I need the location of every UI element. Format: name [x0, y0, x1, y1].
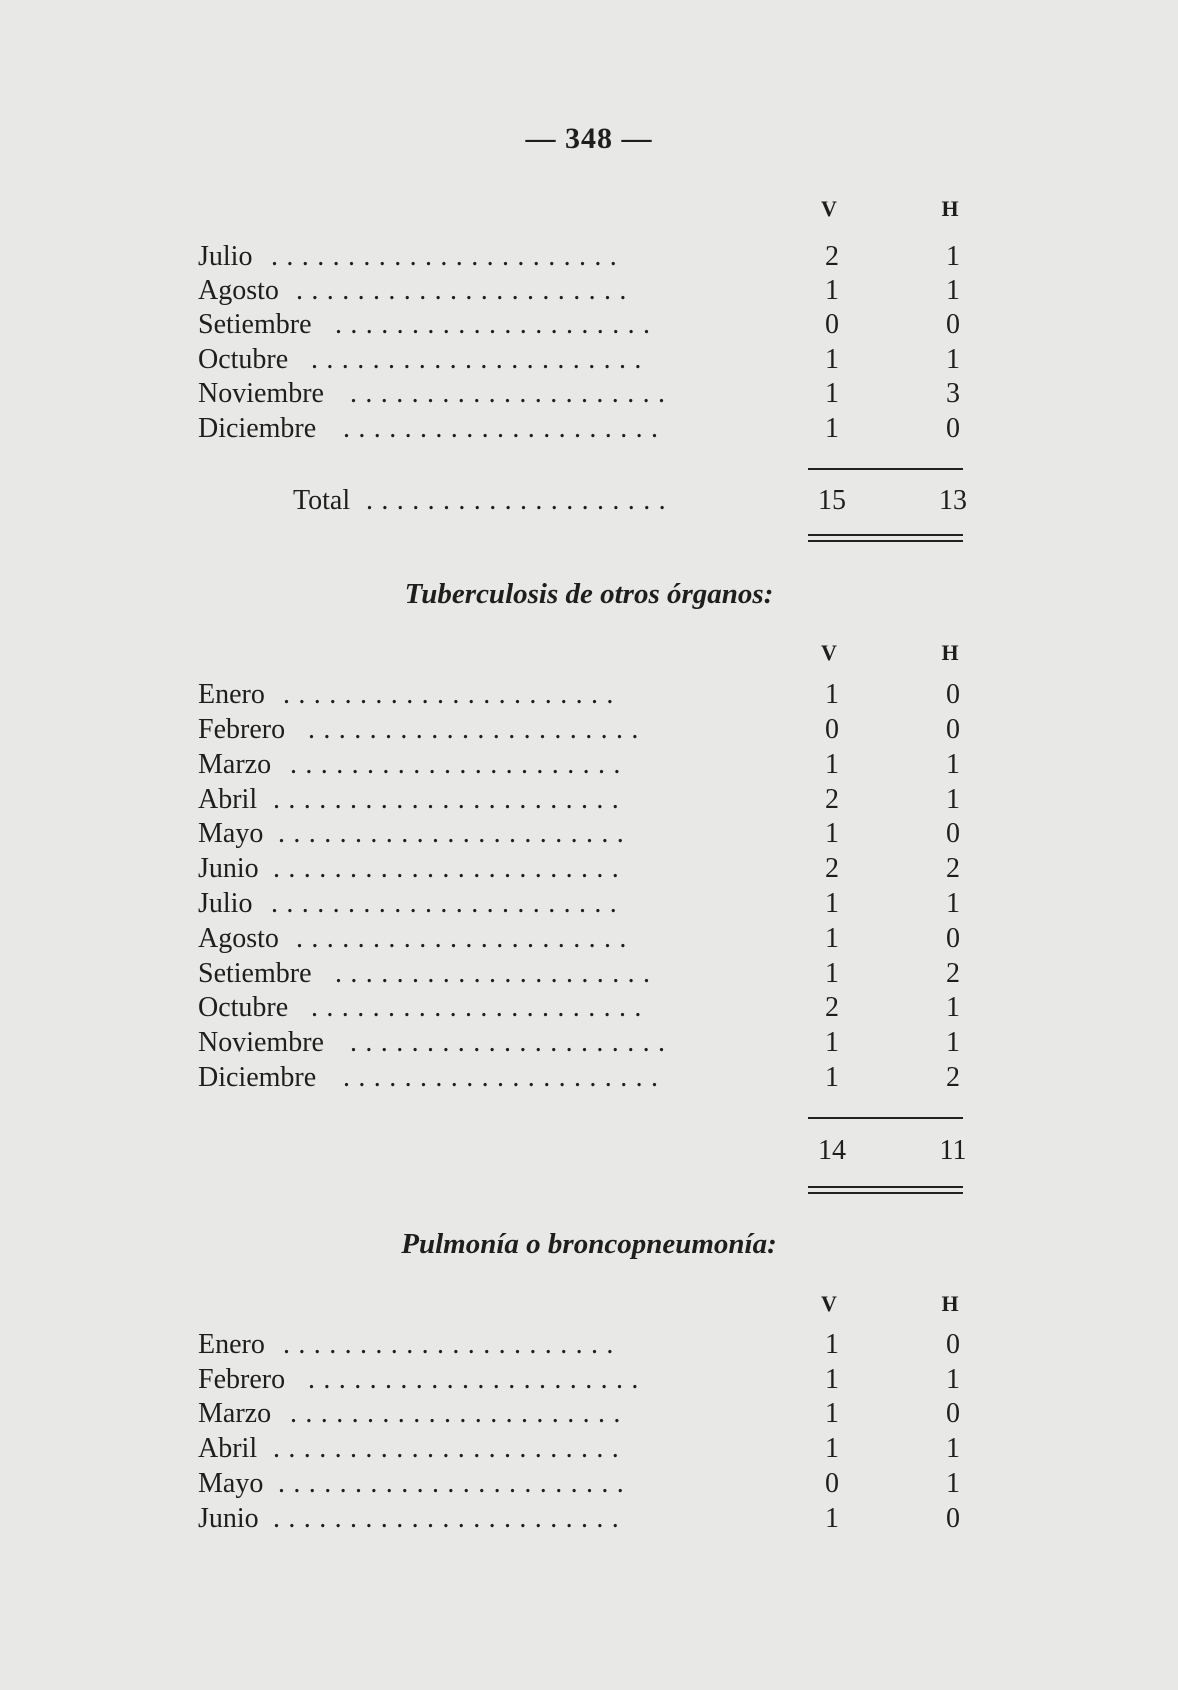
- leader-dots: .......................: [271, 241, 626, 272]
- row-label: Enero: [198, 1329, 265, 1360]
- table-row: [198, 1432, 968, 1466]
- column-header-v: V: [821, 196, 837, 221]
- table-row: [198, 887, 968, 921]
- leader-dots: .....................: [335, 309, 659, 340]
- leader-dots: ......................: [283, 679, 622, 710]
- leader-dots: ......................: [283, 1329, 622, 1360]
- row-label: Diciembre: [198, 413, 317, 444]
- row-value-v: 0: [825, 1468, 839, 1499]
- row-value-h: 1: [946, 784, 960, 815]
- row-value-h: 1: [946, 1433, 960, 1464]
- table-row: [198, 991, 968, 1025]
- row-value-h: 0: [946, 413, 960, 444]
- leader-dots: .......................: [278, 818, 633, 849]
- row-value-h: 2: [946, 1062, 960, 1093]
- row-label: Agosto: [198, 275, 279, 306]
- column-header-v: V: [821, 1291, 837, 1316]
- table-row: [198, 957, 968, 991]
- row-value-h: 2: [946, 853, 960, 884]
- table-row: [198, 308, 968, 342]
- row-value-h: 0: [946, 1329, 960, 1360]
- leader-dots: .....................: [350, 1027, 674, 1058]
- leader-dots: ....................: [366, 485, 674, 516]
- table-row: [198, 1328, 968, 1362]
- row-value-v: 2: [825, 853, 839, 884]
- row-value-v: 1: [825, 413, 839, 444]
- table-row: [198, 1397, 968, 1431]
- row-value-v: 1: [825, 818, 839, 849]
- table-row: [198, 852, 968, 886]
- row-value-h: 0: [946, 679, 960, 710]
- page-number: — 348 —: [525, 122, 653, 155]
- row-value-v: 1: [825, 888, 839, 919]
- total-value-v: 14: [818, 1135, 846, 1166]
- row-label: Junio: [198, 853, 259, 884]
- row-value-v: 1: [825, 1062, 839, 1093]
- leader-dots: ......................: [290, 749, 629, 780]
- row-value-h: 0: [946, 923, 960, 954]
- column-header-h: H: [941, 1291, 959, 1316]
- leader-dots: .....................: [343, 413, 667, 444]
- leader-dots: ......................: [296, 923, 635, 954]
- column-header-row: [195, 1291, 965, 1321]
- table-row: [198, 1467, 968, 1501]
- table-row: [198, 783, 968, 817]
- row-value-v: 1: [825, 1364, 839, 1395]
- table-row: [198, 1061, 968, 1095]
- row-value-v: 1: [825, 1398, 839, 1429]
- leader-dots: .....................: [350, 378, 674, 409]
- row-value-v: 2: [825, 992, 839, 1023]
- row-value-v: 2: [825, 241, 839, 272]
- row-label: Setiembre: [198, 958, 312, 989]
- row-value-h: 1: [946, 1027, 960, 1058]
- row-value-v: 1: [825, 1433, 839, 1464]
- row-label: Abril: [198, 1433, 258, 1464]
- column-header-h: H: [941, 640, 959, 665]
- row-label: Octubre: [198, 344, 289, 375]
- leader-dots: ......................: [311, 992, 650, 1023]
- leader-dots: ......................: [290, 1398, 629, 1429]
- row-value-h: 0: [946, 309, 960, 340]
- row-value-v: 1: [825, 1503, 839, 1534]
- row-value-h: 3: [946, 378, 960, 409]
- row-label: Julio: [198, 241, 253, 272]
- row-value-h: 1: [946, 1364, 960, 1395]
- leader-dots: ......................: [311, 344, 650, 375]
- column-header-row: [195, 196, 965, 226]
- section-title: Tuberculosis de otros órganos:: [404, 578, 774, 610]
- row-value-v: 0: [825, 309, 839, 340]
- leader-dots: ......................: [308, 1364, 647, 1395]
- row-label: Diciembre: [198, 1062, 317, 1093]
- total-row: [198, 484, 968, 518]
- row-value-h: 1: [946, 241, 960, 272]
- row-value-v: 1: [825, 958, 839, 989]
- total-double-rule: [808, 534, 963, 542]
- table-row: [198, 1502, 968, 1536]
- leader-dots: ......................: [296, 275, 635, 306]
- table-row: [198, 713, 968, 747]
- row-label: Noviembre: [198, 378, 324, 409]
- row-label: Mayo: [198, 1468, 264, 1499]
- row-value-h: 1: [946, 275, 960, 306]
- table-row: [198, 377, 968, 411]
- section-title: Pulmonía o broncopneumonía:: [401, 1228, 777, 1260]
- table-row: [198, 748, 968, 782]
- table-row: [198, 1026, 968, 1060]
- table-row: [198, 1363, 968, 1397]
- row-value-v: 1: [825, 344, 839, 375]
- row-label: Enero: [198, 679, 265, 710]
- row-label: Abril: [198, 784, 258, 815]
- row-value-h: 1: [946, 344, 960, 375]
- total-row: [198, 1134, 968, 1168]
- row-value-v: 1: [825, 923, 839, 954]
- table-row: [198, 343, 968, 377]
- leader-dots: .......................: [273, 853, 628, 884]
- table-row: [198, 412, 968, 446]
- total-value-h: 13: [939, 485, 967, 516]
- leader-dots: .....................: [335, 958, 659, 989]
- row-value-h: 1: [946, 992, 960, 1023]
- row-value-v: 2: [825, 784, 839, 815]
- row-value-v: 1: [825, 749, 839, 780]
- table-row: [198, 922, 968, 956]
- column-header-h: H: [941, 196, 959, 221]
- row-value-h: 0: [946, 1503, 960, 1534]
- leader-dots: .......................: [273, 784, 628, 815]
- total-label: Total: [293, 485, 351, 516]
- row-label: Octubre: [198, 992, 289, 1023]
- row-label: Febrero: [198, 714, 286, 745]
- row-value-v: 1: [825, 679, 839, 710]
- row-label: Marzo: [198, 1398, 272, 1429]
- total-double-rule: [808, 1186, 963, 1194]
- sum-rule: [808, 468, 963, 470]
- row-value-h: 1: [946, 888, 960, 919]
- leader-dots: .......................: [278, 1468, 633, 1499]
- table-row: [198, 678, 968, 712]
- column-header-row: [195, 640, 965, 670]
- row-value-v: 1: [825, 275, 839, 306]
- row-value-h: 0: [946, 714, 960, 745]
- row-label: Junio: [198, 1503, 259, 1534]
- row-value-h: 0: [946, 818, 960, 849]
- leader-dots: .......................: [273, 1433, 628, 1464]
- total-value-v: 15: [818, 485, 846, 516]
- row-value-v: 1: [825, 378, 839, 409]
- row-label: Setiembre: [198, 309, 312, 340]
- total-value-h: 11: [939, 1135, 967, 1166]
- row-value-h: 1: [946, 749, 960, 780]
- row-value-v: 1: [825, 1329, 839, 1360]
- row-value-h: 1: [946, 1468, 960, 1499]
- sum-rule: [808, 1117, 963, 1119]
- row-label: Julio: [198, 888, 253, 919]
- row-label: Mayo: [198, 818, 264, 849]
- leader-dots: .....................: [343, 1062, 667, 1093]
- row-value-v: 0: [825, 714, 839, 745]
- leader-dots: .......................: [271, 888, 626, 919]
- column-header-v: V: [821, 640, 837, 665]
- row-label: Noviembre: [198, 1027, 324, 1058]
- table-row: [198, 817, 968, 851]
- table-row: [198, 240, 968, 274]
- row-value-h: 2: [946, 958, 960, 989]
- row-label: Febrero: [198, 1364, 286, 1395]
- row-value-v: 1: [825, 1027, 839, 1058]
- leader-dots: ......................: [308, 714, 647, 745]
- row-value-h: 0: [946, 1398, 960, 1429]
- row-label: Marzo: [198, 749, 272, 780]
- leader-dots: .......................: [273, 1503, 628, 1534]
- row-label: Agosto: [198, 923, 279, 954]
- table-row: [198, 274, 968, 308]
